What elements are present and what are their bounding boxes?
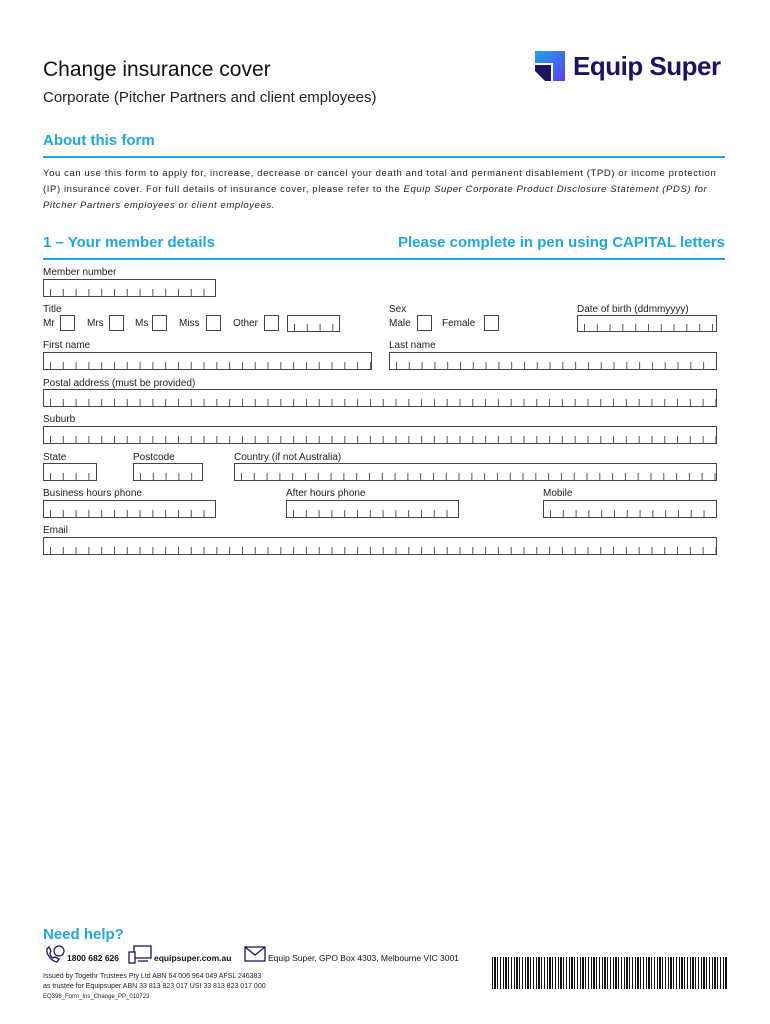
about-rule [43, 156, 725, 158]
business-phone-field[interactable] [43, 500, 216, 518]
help-phone[interactable]: 1800 682 626 [67, 953, 119, 963]
page-title: Change insurance cover [43, 58, 271, 81]
business-phone-label: Business hours phone [43, 488, 142, 499]
country-field[interactable] [234, 463, 717, 481]
envelope-icon [244, 946, 266, 962]
phone-icon [44, 945, 66, 965]
state-field[interactable] [43, 463, 97, 481]
title-mrs-checkbox[interactable] [109, 315, 124, 331]
about-body [43, 166, 733, 214]
state-label: State [43, 452, 67, 463]
title-mr-label: Mr [43, 318, 55, 329]
help-website[interactable]: equipsuper.com.au [154, 953, 232, 963]
help-address: Equip Super, GPO Box 4303, Melbourne VIC 3001 [268, 953, 459, 963]
issuer-line-2: as trustee for Equipsuper ABN 33 813 823 017 USI 33 813 823 017 000 [43, 983, 266, 990]
postal-address-label: Postal address (must be provided) [43, 378, 196, 389]
suburb-field[interactable] [43, 426, 717, 444]
postcode-field[interactable] [133, 463, 203, 481]
after-hours-phone-label: After hours phone [286, 488, 366, 499]
about-heading: About this form [43, 132, 155, 149]
title-ms-label: Ms [135, 318, 149, 329]
title-label: Title [43, 304, 62, 315]
sex-female-label: Female [442, 318, 476, 329]
section1-instruction: Please complete in pen using CAPITAL letters [397, 234, 725, 251]
need-help-heading: Need help? [43, 926, 124, 943]
mobile-label: Mobile [543, 488, 573, 499]
about-body-italic: Equip Super Corporate Product Disclosure Statement (PDS) for Pitcher Partners employees or client employees. [43, 184, 708, 211]
title-ms-checkbox[interactable] [152, 315, 167, 331]
postcode-label: Postcode [133, 452, 175, 463]
page-subtitle: Corporate (Pitcher Partners and client employees) [43, 89, 377, 106]
last-name-label: Last name [389, 340, 436, 351]
email-label: Email [43, 525, 69, 536]
about-body-text: You can use this form to apply for, increase, decrease or cancel your death and total and permanent disablement (TPD) or income protection (IP) insurance cover. For full details of insurance cover, please refer to the [43, 168, 717, 195]
first-name-label: First name [43, 340, 91, 351]
title-miss-label: Miss [179, 318, 200, 329]
title-mrs-label: Mrs [87, 318, 104, 329]
suburb-label: Suburb [43, 414, 76, 425]
title-other-label: Other [233, 318, 259, 329]
sex-label: Sex [389, 304, 407, 315]
equip-super-logo [533, 47, 733, 89]
barcode [492, 957, 728, 989]
member-number-field[interactable] [43, 279, 216, 297]
title-other-checkbox[interactable] [264, 315, 279, 331]
country-label: Country (if not Australia) [234, 452, 342, 463]
issuer-line-1: Issued by Togethr Trustees Pty Ltd ABN 64 006 964 049 AFSL 246383 [43, 973, 262, 980]
form-code: EQ398_Form_Ins_Change_PP_010723 [43, 994, 150, 1000]
title-miss-checkbox[interactable] [206, 315, 221, 331]
equip-logo-icon [533, 49, 567, 83]
section1-heading: 1 – Your member details [43, 234, 216, 251]
logo-wordmark: Equip Super [573, 51, 721, 81]
dob-field[interactable] [577, 315, 717, 332]
first-name-field[interactable] [43, 352, 372, 370]
devices-icon [128, 945, 152, 965]
member-number-label: Member number [43, 267, 117, 278]
sex-male-checkbox[interactable] [417, 315, 432, 331]
after-hours-phone-field[interactable] [286, 500, 459, 518]
sex-female-checkbox[interactable] [484, 315, 499, 331]
email-field[interactable] [43, 537, 717, 555]
sex-male-label: Male [389, 318, 411, 329]
dob-label: Date of birth (ddmmyyyy) [577, 304, 689, 315]
postal-address-field[interactable] [43, 389, 717, 407]
last-name-field[interactable] [389, 352, 717, 370]
mobile-field[interactable] [543, 500, 717, 518]
title-other-field[interactable] [287, 315, 340, 332]
section1-rule [43, 258, 725, 260]
title-mr-checkbox[interactable] [60, 315, 75, 331]
